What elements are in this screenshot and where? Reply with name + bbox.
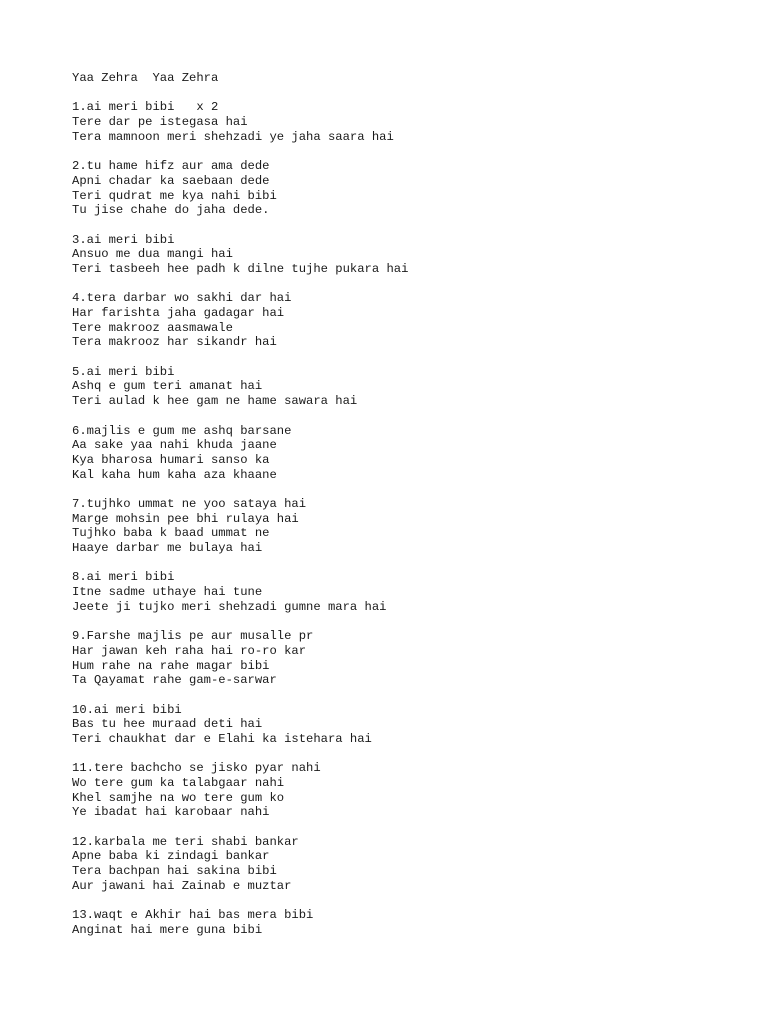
lyric-line: 9.Farshe majlis pe aur musalle pr	[72, 629, 314, 644]
stanza	[72, 365, 752, 409]
lyric-line: Ashq e gum teri amanat hai	[72, 379, 263, 394]
stanza	[72, 761, 752, 820]
lyric-line: Itne sadme uthaye hai tune	[72, 585, 263, 600]
lyric-line: 7.tujhko ummat ne yoo sataya hai	[72, 496, 307, 511]
lyric-line: Tera makrooz har sikandr hai	[72, 335, 277, 350]
lyric-line: Apne baba ki zindagi bankar	[72, 849, 270, 864]
stanza	[72, 424, 752, 483]
lyric-line: Tera mamnoon meri shehzadi ye jaha saara hai	[72, 129, 394, 144]
lyric-line: 11.tere bachcho se jisko pyar nahi	[72, 761, 321, 776]
stanza	[72, 703, 752, 747]
lyric-line: 10.ai meri bibi	[72, 702, 182, 717]
lyric-line: Haaye darbar me bulaya hai	[72, 541, 263, 556]
lyric-line: Marge mohsin pee bhi rulaya hai	[72, 511, 299, 526]
lyric-line: Har jawan keh raha hai ro-ro kar	[72, 643, 307, 658]
document-page	[72, 71, 752, 952]
lyric-line: Anginat hai mere guna bibi	[72, 922, 263, 937]
lyric-line: Ta Qayamat rahe gam-e-sarwar	[72, 673, 277, 688]
lyric-line: Khel samjhe na wo tere gum ko	[72, 790, 285, 805]
lyric-line: Teri tasbeeh hee padh k dilne tujhe pukara hai	[72, 261, 409, 276]
lyric-line: Jeete ji tujko meri shehzadi gumne mara hai	[72, 599, 387, 614]
stanza	[72, 908, 752, 937]
stanza	[72, 835, 752, 894]
lyric-line: Kal kaha hum kaha aza khaane	[72, 467, 277, 482]
lyric-line: Teri qudrat me kya nahi bibi	[72, 188, 277, 203]
lyric-line: Aa sake yaa nahi khuda jaane	[72, 438, 277, 453]
lyric-line: Ye ibadat hai karobaar nahi	[72, 805, 270, 820]
lyric-line: Teri chaukhat dar e Elahi ka istehara hai	[72, 731, 372, 746]
stanza-list	[72, 100, 752, 937]
lyric-line: Tere makrooz aasmawale	[72, 320, 233, 335]
lyric-line: Har farishta jaha gadagar hai	[72, 306, 285, 321]
lyric-line: 4.tera darbar wo sakhi dar hai	[72, 291, 292, 306]
lyric-line: 8.ai meri bibi	[72, 570, 175, 585]
lyric-line: Tere dar pe istegasa hai	[72, 115, 248, 130]
stanza	[72, 291, 752, 350]
lyric-line: 3.ai meri bibi	[72, 232, 175, 247]
stanza	[72, 159, 752, 218]
lyric-line: Kya bharosa humari sanso ka	[72, 452, 270, 467]
lyric-line: Bas tu hee muraad deti hai	[72, 717, 263, 732]
stanza	[72, 570, 752, 614]
lyric-line: Tujhko baba k baad ummat ne	[72, 526, 270, 541]
lyric-line: 1.ai meri bibi x 2	[72, 100, 219, 115]
lyric-line: Apni chadar ka saebaan dede	[72, 173, 270, 188]
stanza	[72, 629, 752, 688]
document-title: Yaa Zehra Yaa Zehra	[72, 71, 219, 85]
lyric-line: Hum rahe na rahe magar bibi	[72, 658, 270, 673]
lyric-line: 13.waqt e Akhir hai bas mera bibi	[72, 908, 314, 923]
lyric-line: Tera bachpan hai sakina bibi	[72, 864, 277, 879]
lyric-line: 6.majlis e gum me ashq barsane	[72, 423, 292, 438]
lyric-line: Teri aulad k hee gam ne hame sawara hai	[72, 394, 358, 409]
lyric-line: 2.tu hame hifz aur ama dede	[72, 159, 270, 174]
lyric-line: Ansuo me dua mangi hai	[72, 247, 233, 262]
lyric-line: 5.ai meri bibi	[72, 364, 175, 379]
stanza	[72, 233, 752, 277]
lyric-line: Wo tere gum ka talabgaar nahi	[72, 776, 285, 791]
stanza	[72, 497, 752, 556]
lyric-line: 12.karbala me teri shabi bankar	[72, 834, 299, 849]
stanza	[72, 100, 752, 144]
lyric-line: Aur jawani hai Zainab e muztar	[72, 878, 292, 893]
lyric-line: Tu jise chahe do jaha dede.	[72, 203, 270, 218]
